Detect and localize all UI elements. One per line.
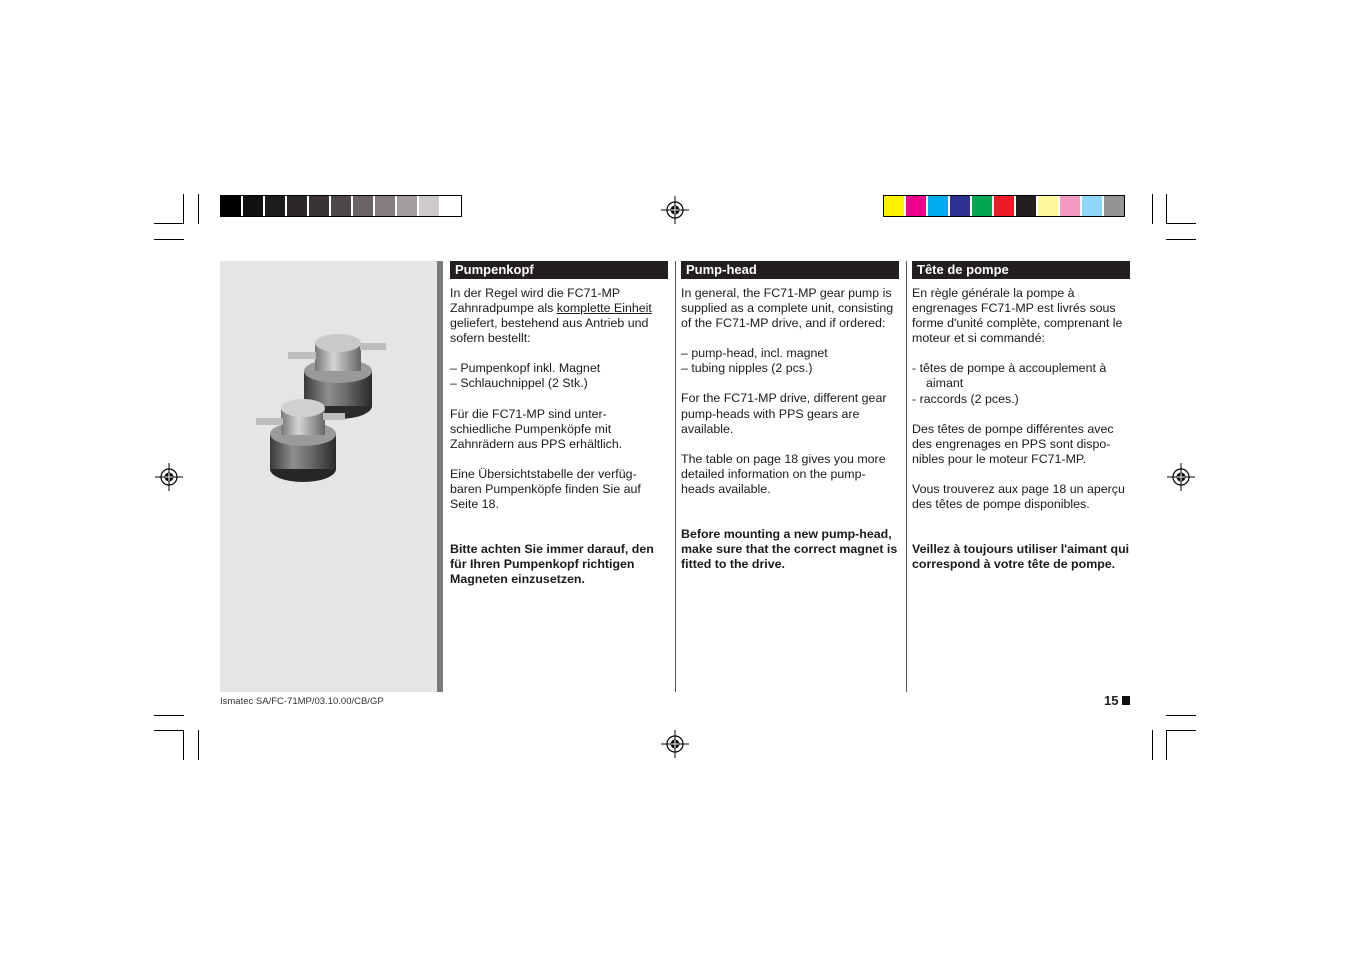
contents-list [912, 361, 1130, 406]
color-swatch [221, 196, 243, 216]
column-english [681, 261, 899, 587]
color-swatch [950, 196, 972, 216]
registration-mark-right [1166, 462, 1196, 492]
intro-paragraph: In general, the FC71-MP gear pump is supplied as a complete unit, consisting of the FC71-MP drive, and if ordered: [681, 286, 894, 331]
color-swatch [972, 196, 994, 216]
color-swatch [243, 196, 265, 216]
paragraph: Eine Übersichtstabelle der verfüg-baren Pumpenköpfe finden Sie auf Seite 18. [450, 466, 641, 512]
intro-paragraph: In der Regel wird die FC71-MP Zahnradpumpe als komplette Einheit geliefert, bestehend aus Antrieb und sofern bestellt: [450, 286, 652, 346]
crop-mark [198, 194, 199, 224]
list-item: – Schlauchnippel (2 Stk.) [450, 376, 588, 391]
color-swatch [353, 196, 375, 216]
list-item: – tubing nipples (2 pcs.) [681, 361, 813, 376]
color-swatch [1082, 196, 1104, 216]
crop-mark [154, 715, 184, 716]
list-item: - têtes de pompe à accouplement à aimant [912, 361, 1107, 391]
color-swatch [1038, 196, 1060, 216]
color-swatch [928, 196, 950, 216]
color-swatch [884, 196, 906, 216]
grayscale-color-bar [220, 195, 462, 217]
color-swatch [441, 196, 461, 216]
paragraph: Des têtes de pompe différentes avec des engrenages en PPS sont dispo-nibles pour le moteur FC71-MP. [912, 421, 1114, 466]
crop-mark [1152, 194, 1153, 224]
registration-mark-left [154, 462, 184, 492]
contents-list [681, 346, 899, 376]
column-french [912, 261, 1130, 587]
crop-mark [1166, 239, 1196, 240]
crop-mark [183, 194, 184, 224]
crop-mark [154, 730, 184, 731]
registration-mark-bottom [660, 729, 690, 759]
list-item: - raccords (2 pces.) [912, 391, 1019, 406]
product-photo-panel [220, 261, 437, 692]
color-swatch [906, 196, 928, 216]
color-swatch [419, 196, 441, 216]
page-number: 15 [1104, 693, 1119, 708]
color-swatch [397, 196, 419, 216]
crop-mark [1152, 730, 1153, 760]
warning-note: Bitte achten Sie immer darauf, den für Ihren Pumpenkopf richtigen Magneten einzusetzen. [450, 542, 654, 587]
paragraph: Für die FC71-MP sind unter-schiedliche Pumpenköpfe mit Zahnrädern aus PPS erhältlich. [450, 406, 623, 451]
paragraph: Vous trouverez aux page 18 un aperçu des têtes de pompe disponibles. [912, 481, 1125, 512]
process-color-bar [883, 195, 1125, 217]
color-swatch [1104, 196, 1124, 216]
pump-heads-image [220, 261, 437, 692]
column-german [450, 261, 668, 602]
crop-mark [1166, 730, 1167, 760]
warning-note: Before mounting a new pump-head, make sure that the correct magnet is fitted to the drive. [681, 527, 898, 572]
color-swatch [1060, 196, 1082, 216]
page-marker-square [1122, 696, 1130, 705]
color-swatch [331, 196, 353, 216]
color-swatch [287, 196, 309, 216]
column-divider [906, 261, 907, 692]
paragraph: For the FC71-MP drive, different gear pump-heads with PPS gears are available. [681, 391, 887, 436]
crop-mark [1166, 194, 1167, 224]
heading-pumpenkopf: Pumpenkopf [450, 261, 668, 279]
list-item: – Pumpenkopf inkl. Magnet [450, 361, 601, 376]
crop-mark [198, 730, 199, 760]
list-item: – pump-head, incl. magnet [681, 346, 828, 361]
crop-mark [1166, 223, 1196, 224]
panel-divider-bar [437, 261, 443, 692]
color-swatch [309, 196, 331, 216]
contents-list [450, 361, 668, 391]
intro-paragraph: En règle générale la pompe à engrenages FC71-MP est livrés sous forme d'unité complète, comprenant le moteur et si commandé: [912, 286, 1123, 346]
crop-mark [154, 239, 184, 240]
color-swatch [375, 196, 397, 216]
color-swatch [265, 196, 287, 216]
heading-tete-de-pompe: Tête de pompe [912, 261, 1130, 279]
crop-mark [154, 223, 184, 224]
crop-mark [183, 730, 184, 760]
crop-mark [1166, 730, 1196, 731]
paragraph: The table on page 18 gives you more detailed information on the pump-heads available. [681, 451, 886, 496]
color-swatch [1016, 196, 1038, 216]
heading-pump-head: Pump-head [681, 261, 899, 279]
crop-mark [1166, 715, 1196, 716]
warning-note: Veillez à toujours utiliser l'aimant qui correspond à votre tête de pompe. [912, 542, 1130, 572]
registration-mark-top [660, 195, 690, 225]
color-swatch [994, 196, 1016, 216]
column-divider [675, 261, 676, 692]
document-reference: Ismatec SA/FC-71MP/03.10.00/CB/GP [220, 696, 384, 707]
